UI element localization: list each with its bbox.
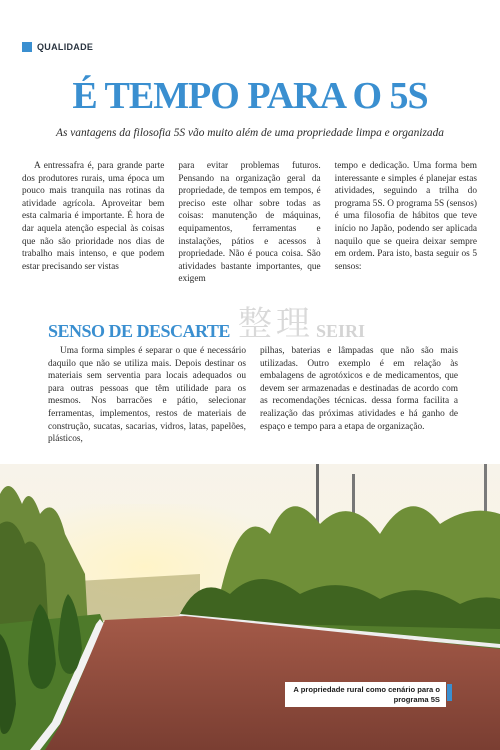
photo-caption [285,682,446,707]
senso-text [48,345,458,446]
section-tag [22,42,93,52]
senso-romaji: SEIRI [315,321,365,341]
caption-line-1: A propriedade rural como cenário para o [293,685,440,694]
intro-column-1 [22,160,164,286]
senso-column-1 [48,345,246,446]
farm-road-illustration [0,464,500,750]
caption-accent-bar [447,684,452,701]
intro-paragraph-2: para evitar problemas futuros. Pensando na organização geral da propriedade, de tempos em tempos, é preciso este olhar sobre todas as coisas: manutenção de máquinas, equipamentos, ferramentas e instalações, pátios e acessos à propriedade. Não é pouca coisa. São atividades bastante importantes, que exigem [178,161,321,285]
section-label: QUALIDADE [37,42,94,52]
senso-kanji: 整理 [237,304,314,344]
intro-column-3 [335,160,477,286]
senso-column-2 [260,345,458,446]
page-title: É TEMPO PARA O 5S [72,75,428,117]
senso-title: SENSO DE DESCARTE [48,321,230,341]
subtitle: As vantagens da filosofia 5S vão muito além de uma propriedade limpa e organizada [56,127,444,139]
farm-photo [0,464,500,750]
senso-heading [48,300,365,345]
intro-paragraph-3: tempo e dedicação. Uma forma bem interessante e simples é planejar estas atividades, seguindo a trilha do programa 5S. O programa 5S (sensos) é uma filosofia de hábitos que teve início no Japão, podendo ser aplicada naquilo que se queira deixar sempre em ordem. Para isto, basta seguir os 5 sensos: [334,161,477,272]
caption-line-2: programa 5S [393,694,440,704]
intro-column-2 [178,160,320,286]
senso-paragraph-1: Uma forma simples é separar o que é necessário daquilo que não se utiliza mais. Depois destinar os materiais sem serventia para locais adequados ou para outras pessoas que têm utilidade para os mesmos. Nos barracões e pátio, selecionar ferramentas, implementos, restos de materiais de construção, sucatas, sacarias, vidros, latas, papelões, plásticos, [48,346,246,445]
intro-text [22,160,477,286]
senso-paragraph-2: pilhas, baterias e lâmpadas que não são mais utilizadas. Outro exemplo é em relação às embalagens de agrotóxicos e de medicamentos, que devem ser armazenadas e destinadas de acordo com as recomendações técnicas. dessa forma facilita a realização das próximas atividades e há ganho de espaço e tempo para a etapa de organização. [260,346,458,432]
section-marker-square [22,42,32,52]
intro-paragraph-1: A entressafra é, para grande parte dos produtores rurais, uma época um pouco mais tranquila nas rotinas da atividade agrícola. Aproveitar bem esta calmaria é importante. É hora de dar aquela atenção especial às coisas que não são prioridade nos dias de trabalho mais intenso, e que podem estar precisando ser vistas [22,161,165,272]
